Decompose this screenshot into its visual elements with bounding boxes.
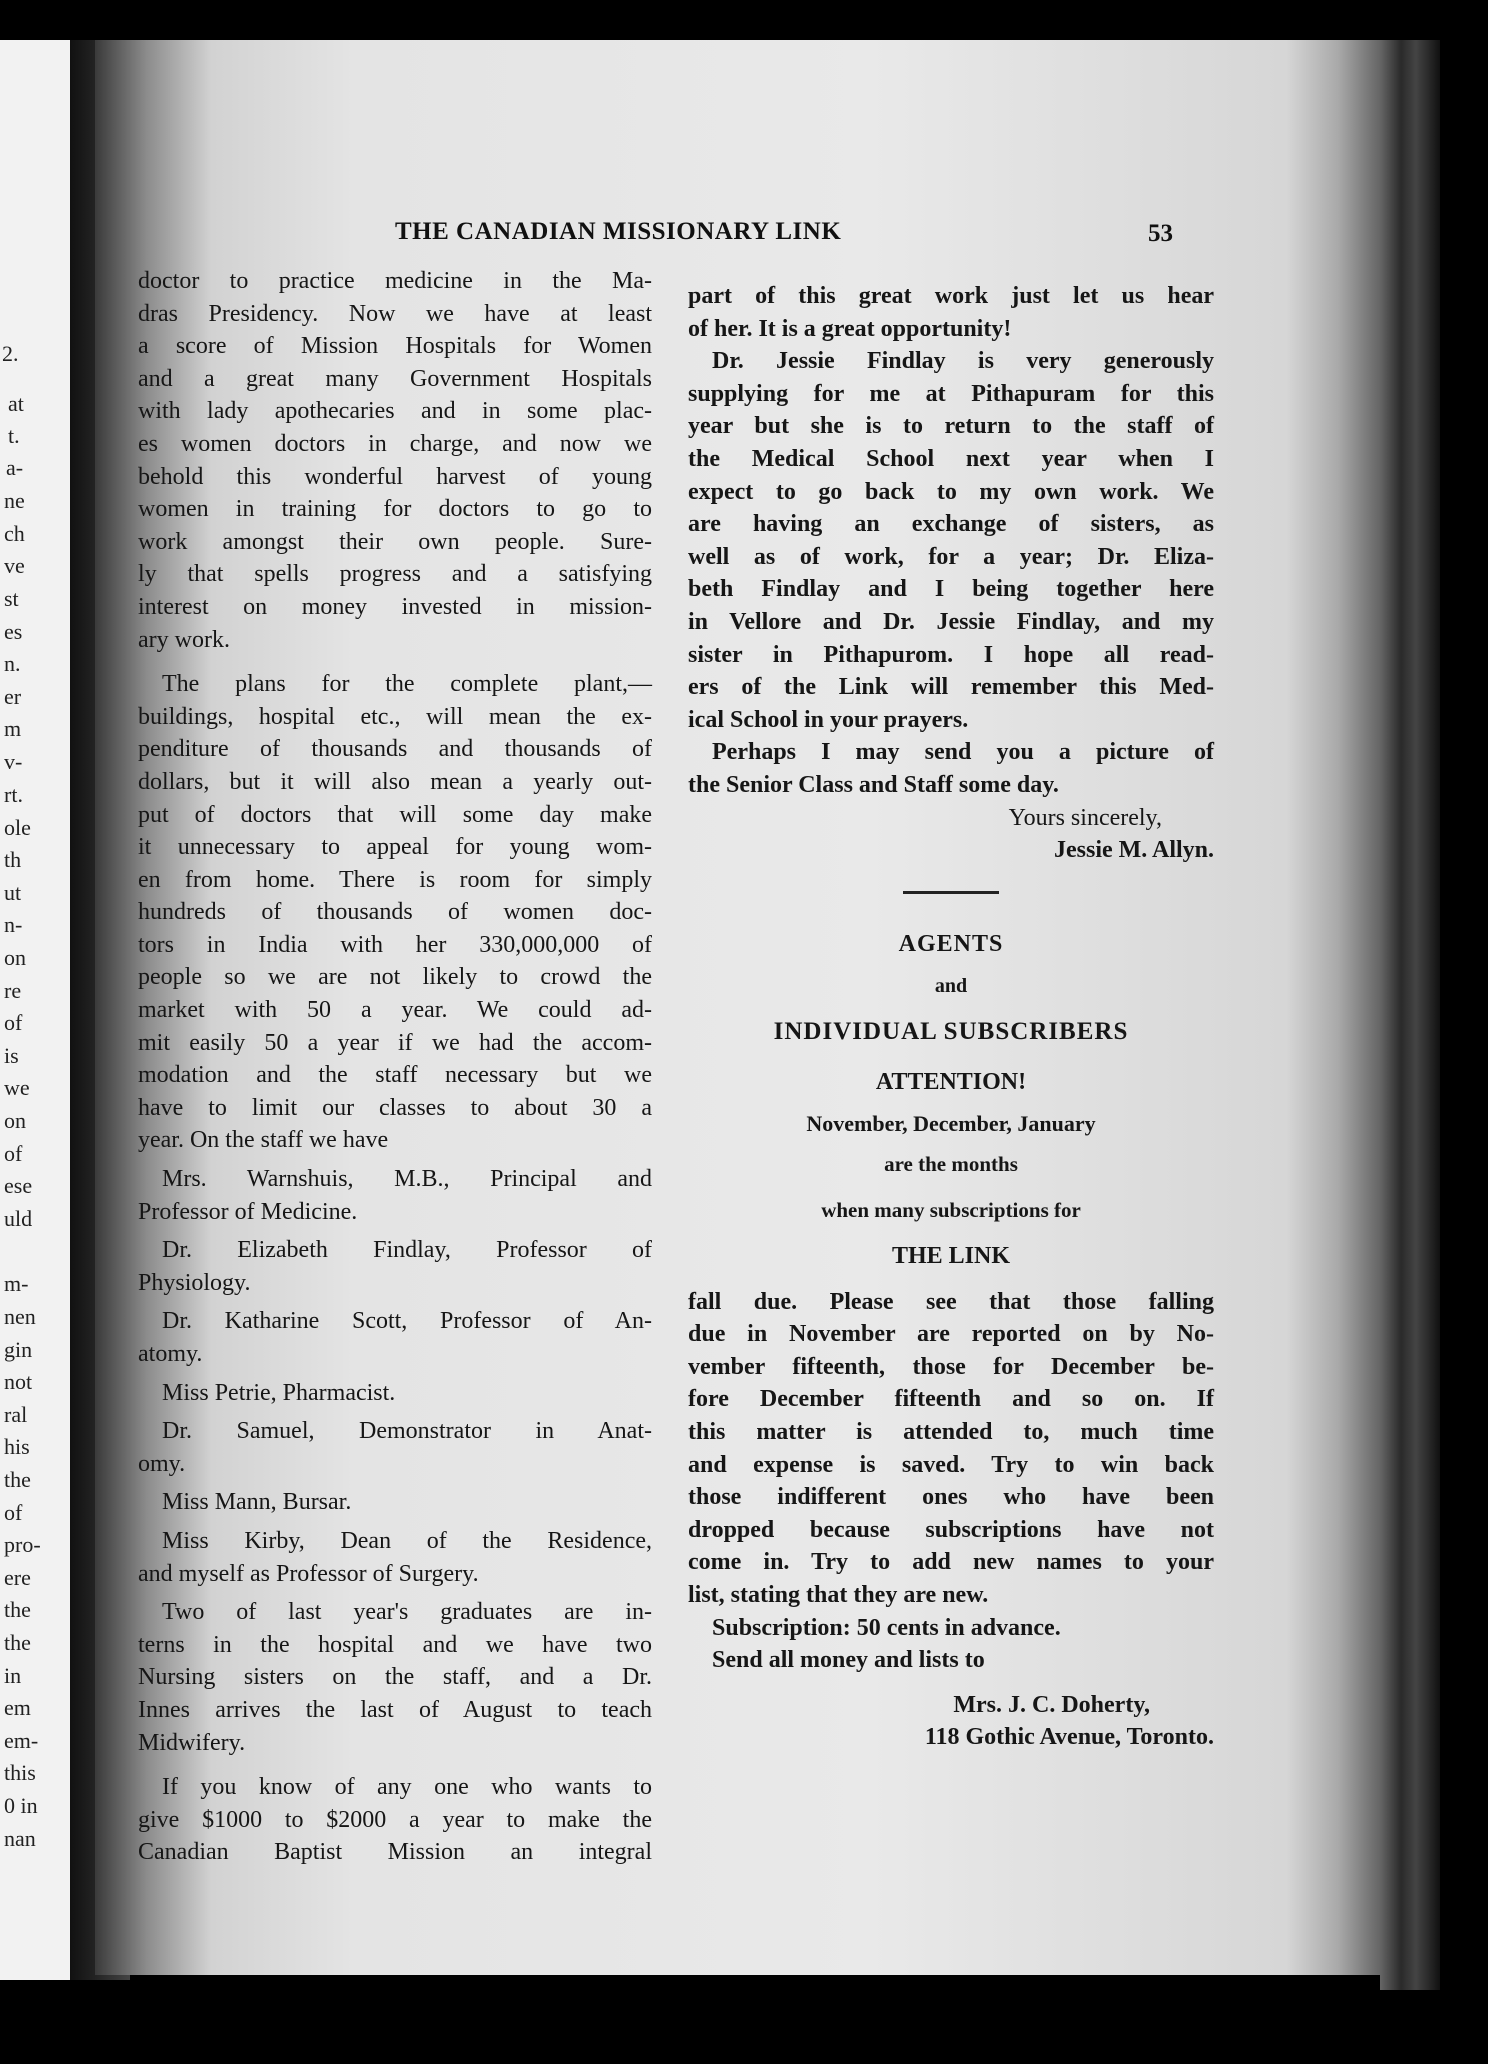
text-line: interest on money invested in mission-	[138, 593, 652, 620]
text-line: If you know of any one who wants to	[162, 1774, 652, 1801]
staff-entry: Dr. Samuel, Demonstrator in Anat-	[162, 1418, 652, 1445]
text-line: en from home. There is room for simply	[138, 866, 652, 893]
staff-list	[138, 1163, 652, 1590]
notice-heading: ATTENTION!	[875, 1068, 1027, 1095]
margin-fragment: nan	[4, 1826, 36, 1851]
agent-address: 118 Gothic Avenue, Toronto.	[924, 1724, 1214, 1751]
agent-name: Mrs. J. C. Doherty,	[953, 1691, 1150, 1718]
text-line: vember fifteenth, those for December be-	[688, 1353, 1214, 1380]
margin-fragment: ese	[4, 1173, 33, 1198]
margin-fragment: em-	[4, 1728, 39, 1753]
notice-heading: are the months	[884, 1151, 1018, 1176]
text-line: in Vellore and Dr. Jessie Findlay, and my	[688, 608, 1214, 635]
margin-fragment: of	[4, 1010, 23, 1035]
staff-entry-cont: Professor of Medicine.	[138, 1198, 358, 1225]
text-line: dollars, but it will also mean a yearly out-	[138, 768, 652, 795]
text-line: market with 50 a year. We could ad-	[138, 997, 652, 1024]
text-line: give $1000 to $2000 a year to make the	[138, 1806, 652, 1833]
text-line: work amongst their own people. Sure-	[138, 528, 652, 555]
staff-entry: Miss Kirby, Dean of the Residence,	[162, 1527, 652, 1554]
notice-heading: November, December, January	[806, 1110, 1096, 1136]
text-line: and a great many Government Hospitals	[138, 365, 652, 392]
margin-fragment: ne	[4, 488, 25, 513]
margin-fragment: the	[4, 1630, 31, 1655]
staff-entry: Mrs. Warnshuis, M.B., Principal and	[162, 1166, 652, 1193]
margin-fragment: m-	[4, 1271, 29, 1296]
margin-fragment: v-	[4, 749, 23, 774]
margin-fragment: 0 in	[4, 1793, 38, 1818]
text-line: behold this wonderful harvest of young	[138, 463, 652, 490]
paragraph	[138, 668, 652, 1157]
text-line: Two of last year's graduates are in-	[162, 1599, 652, 1626]
running-head: THE CANADIAN MISSIONARY LINK	[395, 218, 842, 245]
text-line: supplying for me at Pithapuram for this	[688, 380, 1214, 407]
staff-entry-cont: and myself as Professor of Surgery.	[138, 1560, 479, 1587]
margin-fragment: the	[4, 1597, 31, 1622]
text-line: people so we are not likely to crowd the	[138, 964, 652, 991]
text-line: a score of Mission Hospitals for Women	[138, 333, 652, 360]
paragraph	[688, 736, 1214, 801]
margin-fragment: of	[4, 1141, 23, 1166]
text-line: es women doctors in charge, and now we	[138, 430, 652, 457]
text-line: ary work.	[138, 626, 230, 653]
text-line: and expense is saved. Try to win back	[688, 1451, 1214, 1478]
margin-fragment: we	[4, 1075, 30, 1100]
margin-fragment: m	[4, 716, 22, 741]
text-line: beth Findlay and I being together here	[688, 576, 1214, 603]
text-line: of her. It is a great opportunity!	[688, 315, 1012, 342]
text-line: Perhaps I may send you a picture of	[712, 739, 1214, 766]
text-line: terns in the hospital and we have two	[138, 1631, 652, 1658]
margin-fragment: es	[4, 619, 23, 644]
text-line: put of doctors that will some day make	[138, 801, 652, 828]
paragraph	[138, 1596, 652, 1759]
paragraph	[138, 265, 652, 656]
text-line: ly that spells progress and a satisfying	[138, 561, 652, 588]
margin-fragment: on	[4, 945, 26, 970]
text-line: list, stating that they are new.	[688, 1582, 989, 1609]
text-line: tors in India with her 330,000,000 of	[138, 931, 652, 958]
staff-entry-cont: Physiology.	[138, 1269, 251, 1296]
margin-fragment: the	[4, 1467, 31, 1492]
text-line: sister in Pithapurom. I hope all read-	[688, 641, 1214, 668]
text-line: doctor to practice medicine in the Ma-	[138, 268, 652, 294]
text-line: modation and the staff necessary but we	[138, 1062, 652, 1089]
margin-fragment: rt.	[4, 782, 23, 807]
margin-fragment: 2.	[2, 341, 19, 366]
paragraph	[138, 1771, 652, 1869]
text-line: fall due. Please see that those falling	[688, 1288, 1214, 1315]
subscription-price: Subscription: 50 cents in advance.	[712, 1614, 1061, 1641]
text-line: penditure of thousands and thousands of	[138, 736, 652, 763]
text-line: it unnecessary to appeal for young wom-	[138, 834, 652, 861]
margin-fragment: ere	[4, 1565, 31, 1590]
staff-entry: Miss Mann, Bursar.	[162, 1489, 352, 1516]
text-line: Canadian Baptist Mission an integral	[138, 1839, 652, 1866]
text-line: dras Presidency. Now we have at least	[138, 300, 652, 327]
page-number: 53	[1148, 220, 1173, 247]
send-instructions: Send all money and lists to	[712, 1647, 985, 1674]
text-line: year. On the staff we have	[138, 1127, 389, 1154]
left-column	[138, 265, 652, 1869]
margin-fragment: ch	[4, 521, 25, 546]
paragraph	[688, 280, 1214, 345]
margin-fragment: on	[4, 1108, 26, 1133]
page-stack-edge	[1380, 40, 1440, 1990]
staff-entry-cont: omy.	[138, 1450, 186, 1477]
margin-fragment: ut	[4, 880, 22, 905]
text-line: the Medical School next year when I	[688, 445, 1214, 472]
text-line: come in. Try to add new names to your	[688, 1549, 1214, 1576]
margin-fragment: is	[4, 1043, 19, 1068]
margin-fragment: ole	[4, 815, 31, 840]
text-line: dropped because subscriptions have not	[688, 1516, 1214, 1543]
text-line: The plans for the complete plant,—	[162, 671, 652, 698]
text-line: have to limit our classes to about 30 a	[138, 1094, 652, 1121]
text-line: the Senior Class and Staff some day.	[688, 771, 1059, 798]
notice-heading: THE LINK	[891, 1242, 1011, 1269]
margin-fragment: st	[4, 586, 19, 611]
margin-fragment: ral	[4, 1402, 28, 1427]
margin-fragment: re	[4, 978, 22, 1003]
margin-fragment: his	[4, 1434, 30, 1459]
text-line: ers of the Link will remember this Med-	[688, 674, 1214, 701]
staff-entry: Dr. Katharine Scott, Professor of An-	[162, 1308, 652, 1335]
text-line: part of this great work just let us hear	[688, 283, 1214, 309]
margin-fragment: this	[4, 1760, 36, 1785]
margin-fragment: a-	[6, 455, 24, 480]
text-line: ical School in your prayers.	[688, 706, 969, 733]
text-line: expect to go back to my own work. We	[688, 478, 1214, 505]
margin-fragment: n.	[4, 651, 21, 676]
notice-heading: AGENTS	[898, 930, 1004, 957]
subscription-notice	[688, 928, 1214, 1754]
section-divider	[903, 891, 999, 894]
margin-fragment: er	[4, 684, 22, 709]
staff-entry: Dr. Elizabeth Findlay, Professor of	[162, 1237, 652, 1264]
notice-heading: when many subscriptions for	[821, 1197, 1081, 1222]
text-line: women in training for doctors to go to	[138, 496, 652, 523]
margin-fragment: at	[8, 391, 24, 416]
margin-fragment: nen	[4, 1304, 36, 1329]
margin-fragment: in	[4, 1663, 22, 1688]
text-line: mit easily 50 a year if we had the accom-	[138, 1029, 652, 1056]
right-column	[688, 280, 1214, 1754]
margin-fragment: of	[4, 1500, 23, 1525]
text-line: are having an exchange of sisters, as	[688, 511, 1214, 538]
text-line: with lady apothecaries and in some plac-	[138, 398, 652, 425]
previous-page-edge	[0, 40, 70, 1980]
text-line: Innes arrives the last of August to teach	[138, 1696, 652, 1723]
text-line: due in November are reported on by No-	[688, 1321, 1214, 1348]
letter-closing: Yours sincerely,	[1008, 804, 1162, 831]
text-line: year but she is to return to the staff of	[688, 413, 1214, 440]
margin-fragment: t.	[8, 423, 20, 448]
notice-heading: INDIVIDUAL SUBSCRIBERS	[773, 1017, 1129, 1045]
margin-fragment: em	[4, 1695, 31, 1720]
text-line: fore December fifteenth and so on. If	[688, 1386, 1214, 1413]
margin-fragment: gin	[4, 1337, 33, 1362]
text-line: well as of work, for a year; Dr. Eliza-	[688, 543, 1214, 570]
text-line: Dr. Jessie Findlay is very generously	[712, 348, 1214, 375]
margin-fragment: n-	[4, 912, 23, 937]
text-line: hundreds of thousands of women doc-	[138, 899, 652, 926]
notice-heading: and	[934, 974, 968, 997]
paragraph	[688, 345, 1214, 736]
text-line: those indifferent ones who have been	[688, 1484, 1214, 1511]
staff-entry-cont: atomy.	[138, 1341, 203, 1367]
text-line: Nursing sisters on the staff, and a Dr.	[138, 1664, 652, 1691]
staff-entry: Miss Petrie, Pharmacist.	[162, 1379, 396, 1406]
margin-fragment: ve	[4, 553, 25, 578]
text-line: Midwifery.	[138, 1729, 246, 1756]
letter-signature: Jessie M. Allyn.	[1054, 837, 1214, 864]
margin-fragment: not	[4, 1369, 33, 1394]
text-line: this matter is attended to, much time	[688, 1419, 1214, 1446]
margin-fragment: pro-	[4, 1532, 41, 1557]
margin-fragment: uld	[4, 1206, 33, 1231]
margin-fragment: th	[4, 847, 22, 872]
text-line: buildings, hospital etc., will mean the ex-	[138, 703, 652, 730]
